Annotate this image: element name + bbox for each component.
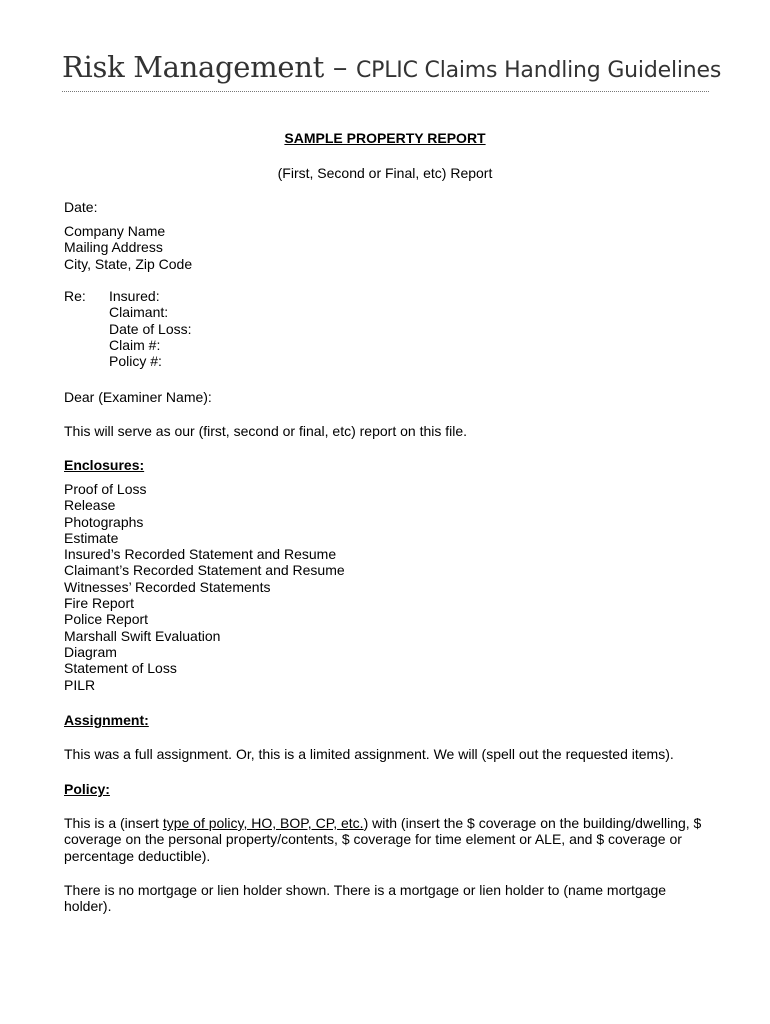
enclosure-item: PILR (64, 676, 96, 693)
assignment-text: This was a full assignment. Or, this is a limited assignment. We will (spell out the requested items). (64, 746, 674, 762)
enclosure-item: Diagram (64, 643, 117, 660)
enclosure-item: Estimate (64, 529, 119, 546)
mortgage-text (64, 882, 714, 915)
policy-heading: Policy: (64, 781, 110, 797)
policy-text-pre: This is a (insert (64, 815, 163, 831)
header-title-sub: CPLIC Claims Handling Guidelines (356, 58, 722, 83)
policy-line-1 (64, 815, 714, 831)
enclosure-item: Proof of Loss (64, 481, 147, 497)
report-subtitle: (First, Second or Final, etc) Report (277, 165, 493, 181)
enclosure-item: Fire Report (64, 595, 135, 612)
policy-line-3: percentage deductible). (64, 847, 211, 864)
policy-type-underlined: type of policy, HO, BOP, CP, etc. (162, 815, 364, 831)
salutation: Dear (Examiner Name): (64, 389, 212, 405)
re-item: Insured: (109, 288, 160, 304)
policy-line-2: coverage on the personal property/contents, $ coverage for time element or ALE, and $ coverage or (64, 831, 682, 848)
address-line: City, State, Zip Code (64, 255, 193, 272)
re-item: Date of Loss: (109, 320, 192, 337)
page-header-title (62, 50, 722, 84)
enclosures-list (64, 481, 345, 693)
intro-text: This will serve as our (first, second or final, etc) report on this file. (64, 423, 468, 439)
mortgage-line-1: There is no mortgage or lien holder shown. There is a mortgage or lien holder to (name mortgage (64, 882, 667, 898)
enclosures-heading: Enclosures: (64, 457, 145, 473)
address-block (64, 223, 192, 272)
re-label: Re: (64, 288, 86, 304)
mortgage-line-2: holder). (64, 898, 112, 915)
header-divider (62, 91, 709, 92)
policy-text-post: ) with (insert the $ coverage on the building/dwelling, $ (363, 815, 702, 831)
enclosure-item: Claimant’s Recorded Statement and Resume (64, 562, 345, 579)
re-item: Policy #: (109, 353, 162, 370)
date-label: Date: (64, 199, 98, 215)
enclosure-item: Statement of Loss (64, 660, 177, 677)
enclosure-item: Insured’s Recorded Statement and Resume (64, 546, 337, 563)
enclosure-item: Photographs (64, 513, 144, 530)
address-line: Company Name (64, 223, 166, 239)
address-line: Mailing Address (64, 239, 163, 256)
enclosure-item: Police Report (64, 611, 149, 628)
re-list (109, 288, 192, 369)
assignment-heading: Assignment: (64, 712, 149, 728)
header-title-main: Risk Management – (62, 50, 356, 84)
policy-text (64, 815, 714, 864)
re-item: Claim #: (109, 336, 161, 353)
enclosure-item: Witnesses’ Recorded Statements (64, 578, 271, 595)
report-title: SAMPLE PROPERTY REPORT (284, 130, 486, 146)
enclosure-item: Release (64, 497, 116, 514)
re-item: Claimant: (109, 304, 169, 321)
enclosure-item: Marshall Swift Evaluation (64, 627, 221, 644)
